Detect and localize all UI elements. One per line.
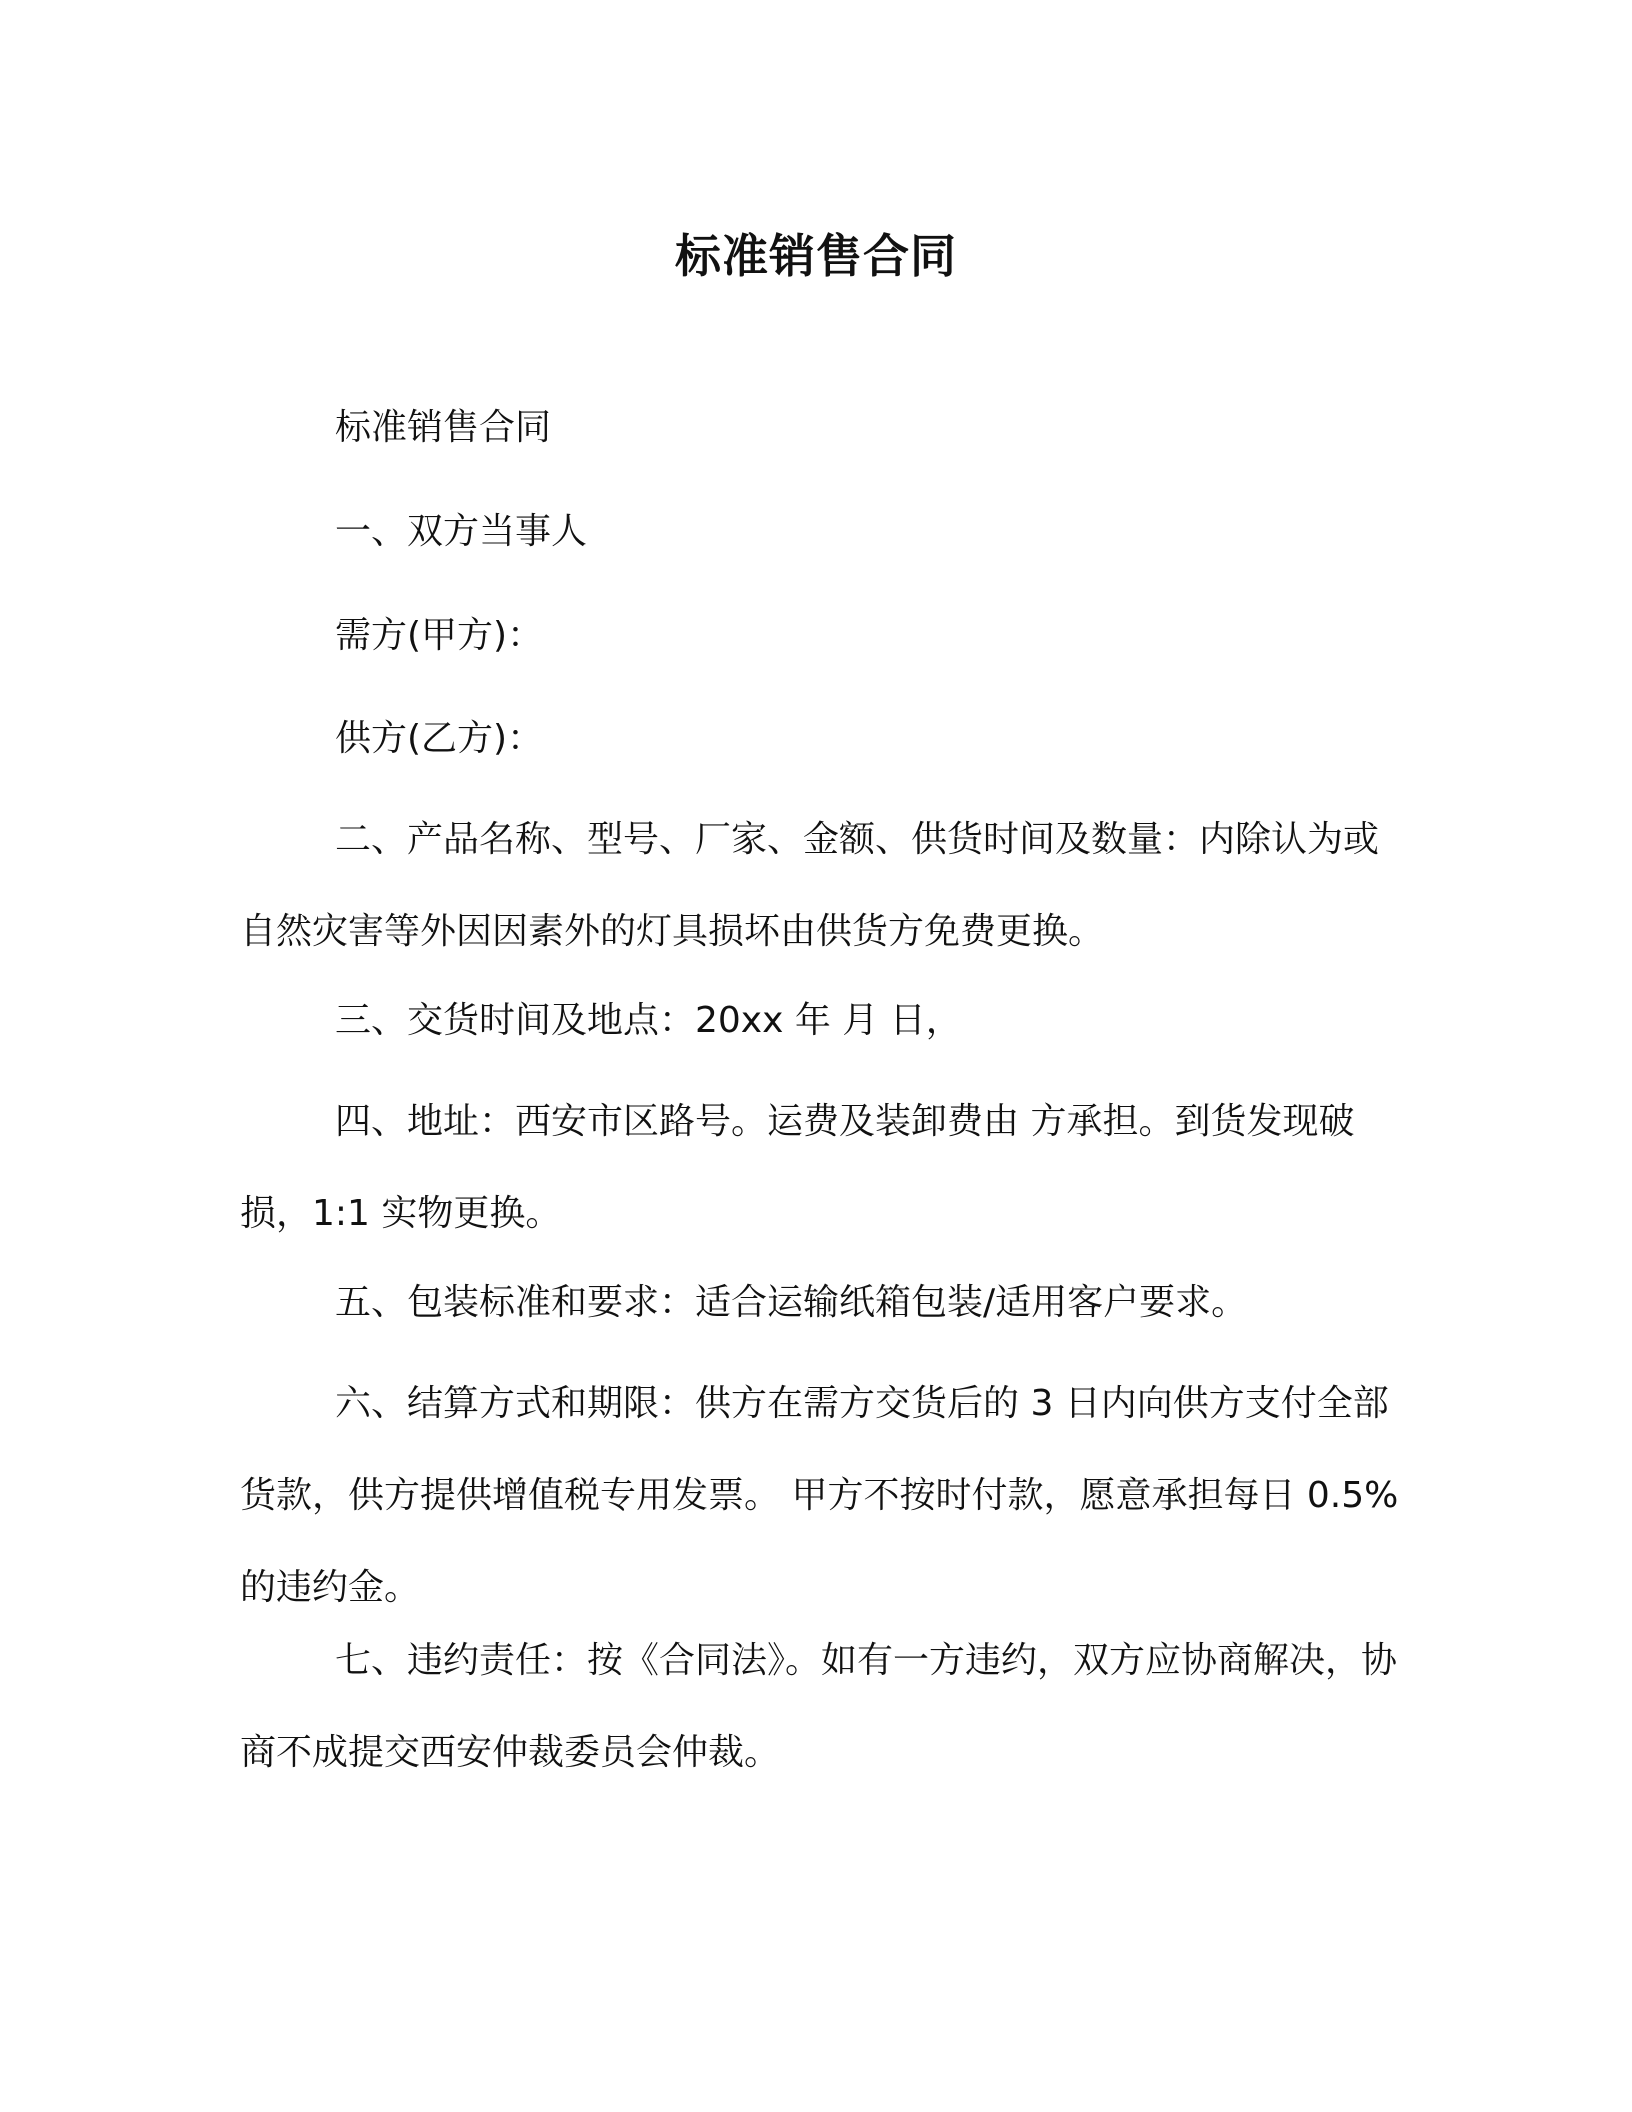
paragraph-text: 标准销售合同	[335, 407, 552, 448]
paragraph-text: 供方(乙方)：	[335, 718, 544, 759]
paragraph-liability: 七、违约责任：按《合同法》。如有一方违约，双方应协商解决，协商不成提交西安仲裁委员会仲裁。	[240, 1640, 1398, 1773]
paragraph-buyer	[240, 590, 1400, 682]
paragraph-product-info: 二、产品名称、型号、厂家、金额、供货时间及数量：内除认为或自然灾害等外因因素外的灯具损坏由供货方免费更换。	[240, 819, 1380, 952]
document-title: 标准销售合同	[675, 229, 957, 283]
paragraph-subtitle	[240, 382, 1400, 474]
paragraph-text: 五、包装标准和要求：适合运输纸箱包装/适用客户要求。	[335, 1282, 1248, 1323]
paragraph-delivery-time	[240, 975, 1400, 1067]
paragraph-text: 需方(甲方)：	[335, 615, 544, 656]
paragraph-parties-heading	[240, 486, 1400, 578]
paragraph-packaging	[240, 1257, 1400, 1349]
paragraph-text: 三、交货时间及地点：20xx 年 月 日，	[335, 1000, 962, 1041]
paragraph-text: 一、双方当事人	[335, 511, 588, 552]
paragraph-address: 四、地址：西安市区路号。运费及装卸费由 方承担。到货发现破损，1:1 实物更换。	[240, 1101, 1355, 1234]
paragraph-seller	[240, 693, 1400, 785]
paragraph-settlement: 六、结算方式和期限：供方在需方交货后的 3 日内向供方支付全部货款，供方提供增值税专用发票。 甲方不按时付款，愿意承担每日 0.5%的违约金。	[240, 1383, 1399, 1608]
